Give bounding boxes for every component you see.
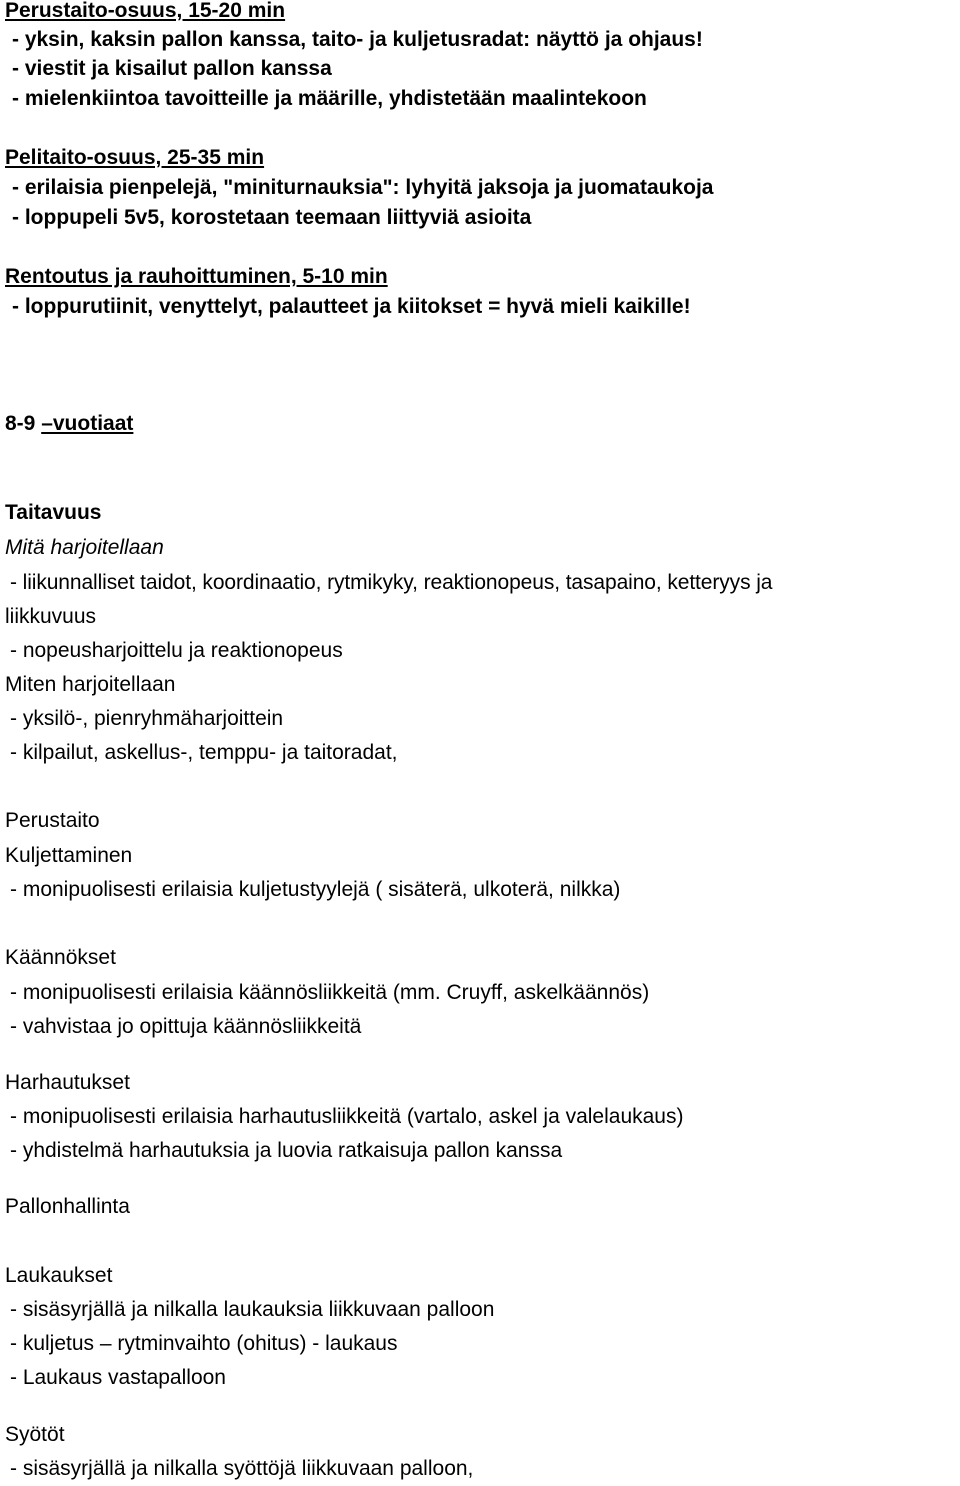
laukaukset-item: - kuljetus – rytminvaihto (ohitus) - laukaus: [10, 1332, 398, 1355]
age-group-heading: [5, 411, 133, 437]
rentoutus-heading: Rentoutus ja rauhoittuminen, 5-10 min: [5, 265, 388, 288]
kuljettaminen-label: Kuljettaminen: [5, 844, 133, 867]
pelitaito-osuus-item: - erilaisia pienpelejä, "miniturnauksia": lyhyitä jaksoja ja juomataukoja: [12, 176, 714, 199]
age-group-prefix: 8-9: [5, 412, 42, 435]
perustaito-osuus-item: - yksin, kaksin pallon kanssa, taito- ja kuljetusradat: näyttö ja ohjaus!: [12, 28, 703, 51]
perustaito-heading: Perustaito: [5, 809, 100, 832]
laukaukset-item: - Laukaus vastapalloon: [10, 1366, 226, 1389]
laukaukset-label: Laukaukset: [5, 1264, 113, 1287]
taitavuus-what-label: Mitä harjoitellaan: [5, 536, 164, 559]
pallonhallinta-label: Pallonhallinta: [5, 1195, 130, 1218]
taitavuus-how-item: - yksilö-, pienryhmäharjoittein: [10, 707, 284, 730]
perustaito-osuus-item: - mielenkiintoa tavoitteille ja määrille, yhdistetään maalintekoon: [12, 87, 647, 110]
pelitaito-osuus-heading: Pelitaito-osuus, 25-35 min: [5, 146, 265, 169]
taitavuus-heading: Taitavuus: [5, 501, 102, 524]
harhautukset-item: - yhdistelmä harhautuksia ja luovia ratkaisuja pallon kanssa: [10, 1139, 563, 1162]
harhautukset-label: Harhautukset: [5, 1071, 130, 1094]
laukaukset-item: - sisäsyrjällä ja nilkalla laukauksia liikkuvaan palloon: [10, 1298, 495, 1321]
taitavuus-what-item: - liikunnalliset taidot, koordinaatio, rytmikyky, reaktionopeus, tasapaino, ketteryys ja: [10, 571, 773, 594]
kaannokset-label: Käännökset: [5, 946, 116, 969]
taitavuus-how-item: - kilpailut, askellus-, temppu- ja taitoradat,: [10, 741, 398, 764]
taitavuus-what-item: liikkuvuus: [5, 605, 97, 628]
syotot-label: Syötöt: [5, 1423, 65, 1446]
kuljettaminen-item: - monipuolisesti erilaisia kuljetustyylejä ( sisäterä, ulkoterä, nilkka): [10, 878, 621, 901]
kaannokset-item: - monipuolisesti erilaisia käännösliikkeitä (mm. Cruyff, askelkäännös): [10, 981, 650, 1004]
taitavuus-what-item: - nopeusharjoittelu ja reaktionopeus: [10, 639, 343, 662]
rentoutus-item: - loppurutiinit, venyttelyt, palautteet ja kiitokset = hyvä mieli kaikille!: [12, 295, 691, 318]
pelitaito-osuus-item: - loppupeli 5v5, korostetaan teemaan liittyviä asioita: [12, 206, 532, 229]
taitavuus-how-label: Miten harjoitellaan: [5, 673, 176, 696]
perustaito-osuus-item: - viestit ja kisailut pallon kanssa: [12, 57, 332, 80]
age-group-underlined: –vuotiaat: [41, 412, 134, 435]
kaannokset-item: - vahvistaa jo opittuja käännösliikkeitä: [10, 1015, 362, 1038]
harhautukset-item: - monipuolisesti erilaisia harhautusliikkeitä (vartalo, askel ja valelaukaus): [10, 1105, 684, 1128]
syotot-item: - sisäsyrjällä ja nilkalla syöttöjä liikkuvaan palloon,: [10, 1457, 474, 1480]
perustaito-osuus-heading: Perustaito-osuus, 15-20 min: [5, 0, 286, 22]
